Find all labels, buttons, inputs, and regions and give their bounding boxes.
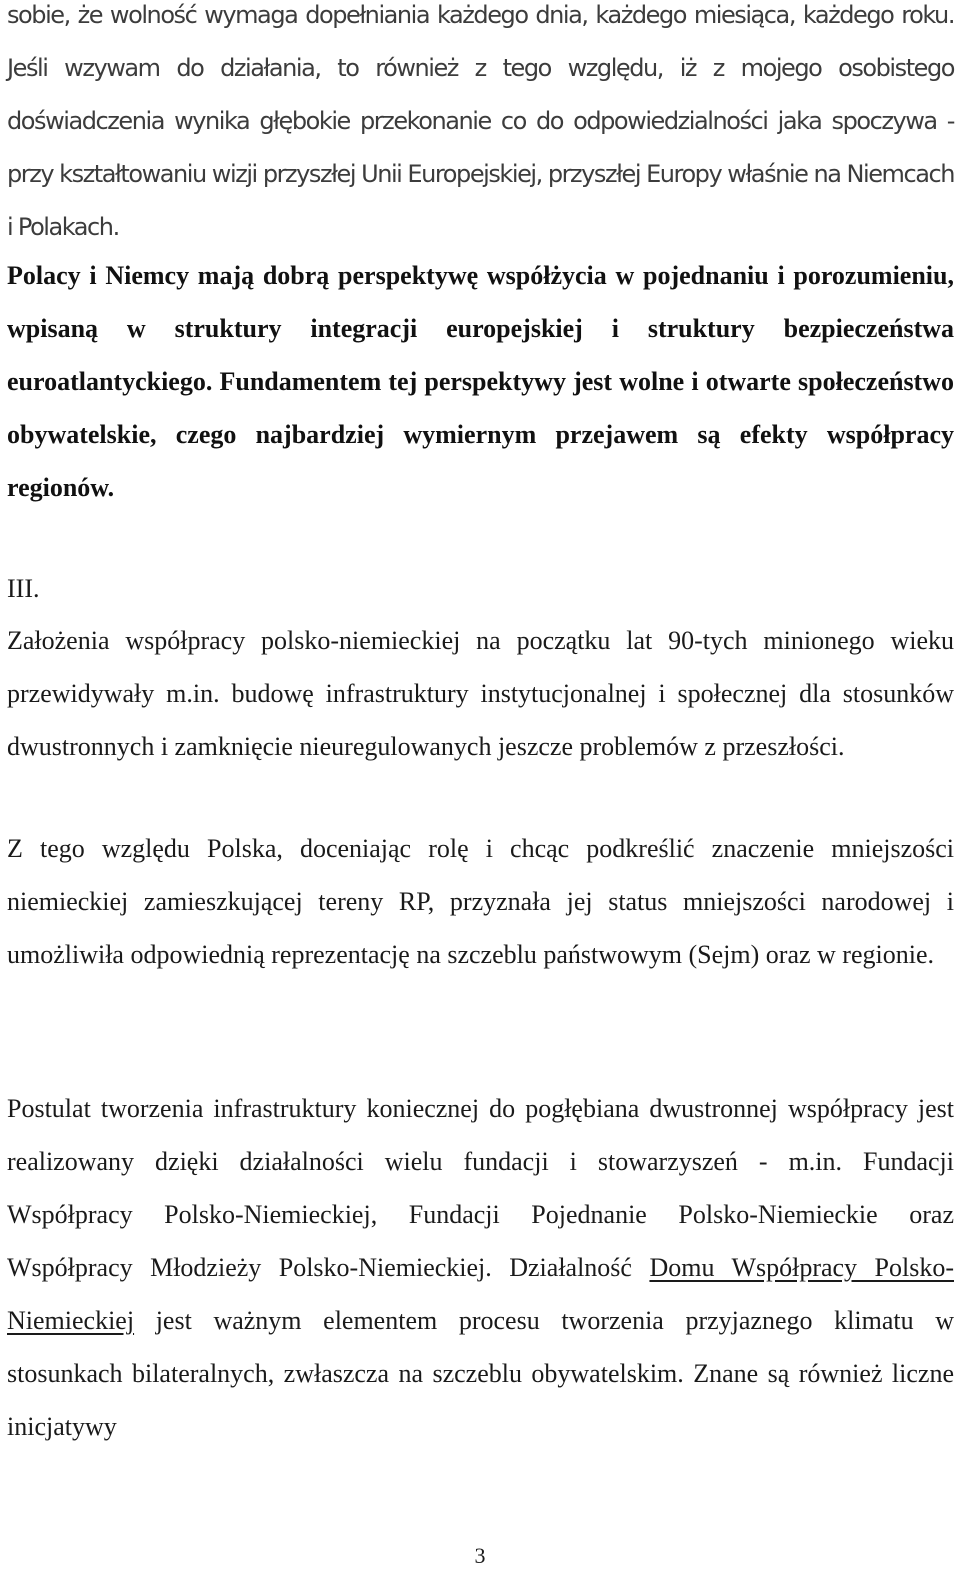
paragraph-2: Polacy i Niemcy mają dobrą perspektywę współżycia w pojednaniu i porozumieniu, wpisaną w struktury integracji europejskiej i struktury bezpieczeństwa euroatlantyckiego. Fundamentem tej perspektywy jest wolne i otwarte społeczeństwo obywatelskie, czego najbardziej wymiernym przejawem są efekty współpracy regionów. [7, 261, 954, 502]
paragraph-3: Założenia współpracy polsko-niemieckiej na początku lat 90-tych minionego wieku przewidywały m.in. budowę infrastruktury instytucjonalnej i społecznej dla stosunków dwustronnych i zamknięcie nieuregulowanych jeszcze problemów z przeszłości. [7, 626, 954, 761]
section-heading: III. [7, 574, 40, 603]
paragraph-1: sobie, że wolność wymaga dopełniania każdego dnia, każdego miesiąca, każdego roku. Jeśli wzywam do działania, to również z tego względu, iż z mojego osobistego doświadczenia wynika głębokie przekonanie co do odpowiedzialności jaka spoczywa - przy kształtowaniu wizji przyszłej Unii Europejskiej, przyszłej Europy właśnie na Niemcach i Polakach. [7, 1, 954, 241]
paragraph-4: Z tego względu Polska, doceniając rolę i chcąc podkreślić znaczenie mniejszości niemieckiej zamieszkującej tereny RP, przyznała jej status mniejszości narodowej i umożliwiła odpowiednią reprezentację na szczeblu państwowym (Sejm) oraz w regionie. [7, 834, 954, 969]
document-page [7, 0, 954, 1571]
dom-wspolpracy-link[interactable]: Domu Współpracy Polsko-Niemieckiej [7, 1253, 954, 1335]
paragraph-5-text-end: jest ważnym elementem procesu tworzenia przyjaznego klimatu w stosunkach bilateralnych, zwłaszcza na szczeblu obywatelskim. Znane są również liczne inicjatywy [7, 1306, 954, 1441]
page-number: 3 [474, 1543, 486, 1568]
paragraph-5-text-start: Postulat tworzenia infrastruktury koniecznej do pogłębiana dwustronnej współpracy jest realizowany dzięki działalności wielu fundacji i stowarzyszeń - m.in. Fundacji Współpracy Polsko-Niemieckiej, Fundacji Pojednanie Polsko-Niemieckie oraz Współpracy Młodzieży Polsko-Niemieckiej. Działalność [7, 1094, 954, 1282]
paragraph-5 [7, 1082, 954, 1453]
